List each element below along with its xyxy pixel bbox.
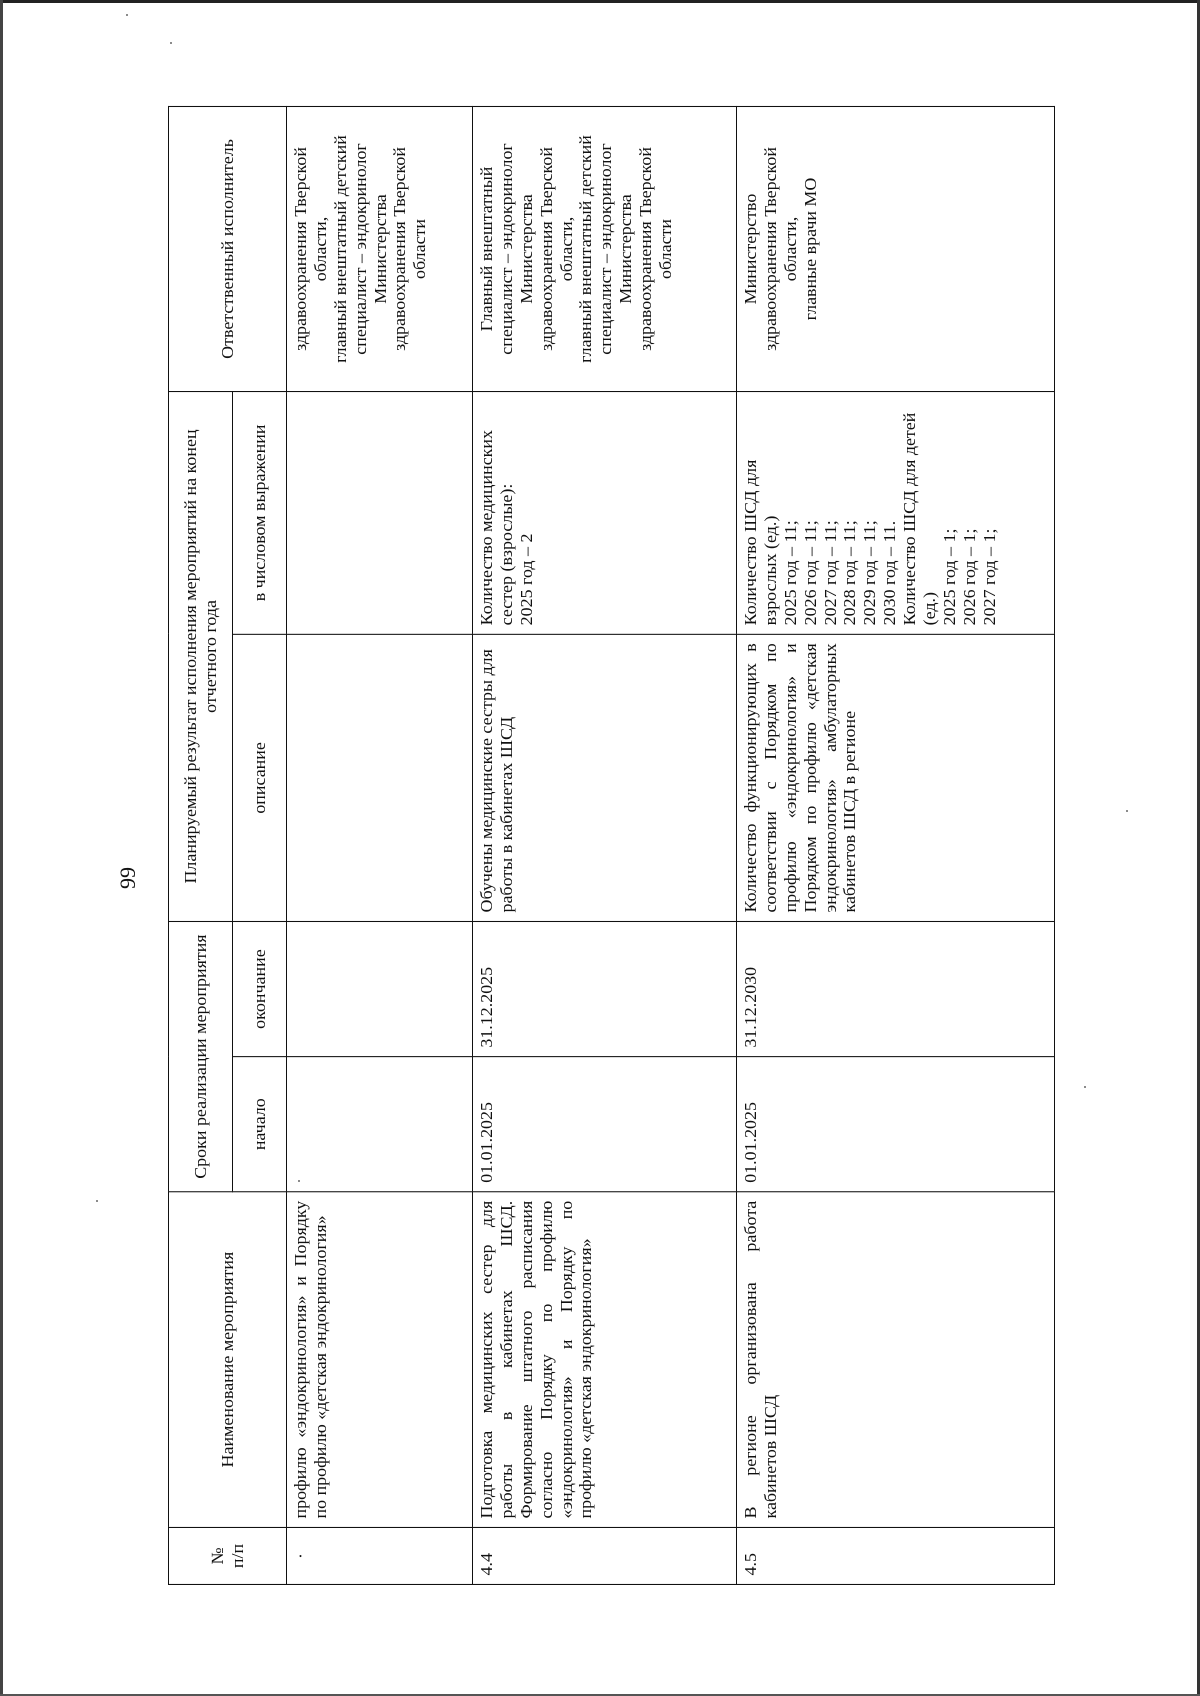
- header-result-desc: описание: [233, 634, 287, 921]
- scan-speck: [96, 1200, 98, 1202]
- scan-speck: [1084, 1086, 1086, 1088]
- row-desc: [287, 634, 473, 921]
- header-name: Наименование мероприятия: [169, 1192, 287, 1528]
- header-dates: Сроки реализации мероприятия: [169, 921, 233, 1191]
- row-responsible: Главный внештатный специалист – эндокринолог Министерства здравоохранения Тверской области, главный внештатный детский специалист – эндокринолог Министерства здравоохранения Тверской области: [473, 106, 737, 391]
- row-responsible: Министерство здравоохранения Тверской области, главные врачи МО: [737, 106, 1055, 391]
- row-start: 01.01.2025: [737, 1057, 1055, 1192]
- header-result-value: в числовом выражении: [233, 391, 287, 634]
- header-result: Планируемый результат исполнения мероприятий на конец отчетного года: [169, 391, 233, 921]
- scan-edge-top: [0, 0, 1200, 3]
- scan-speck: [1126, 810, 1128, 812]
- row-name: Подготовка медицинских сестер для работы в кабинетах ШСД. Формирование штатного расписания согласно Порядку по профилю «эндокринология» и Порядку по профилю «детская эндокринология»: [473, 1192, 737, 1528]
- row-desc: Обучены медицинские сестры для работы в кабинетах ШСД: [473, 634, 737, 921]
- page-number: 99: [115, 867, 140, 889]
- row-value: Количество ШСД для взрослых (ед.) 2025 год – 11; 2026 год – 11; 2027 год – 11; 2028 год – 11; 2029 год – 11; 2030 год – 11. Количество ШСД для детей (ед.) 2025 год – 1; 2026 год – 1; 2027 год – 1;: [737, 391, 1055, 634]
- header-num: № п/п: [169, 1527, 287, 1584]
- row-desc: Количество функционирующих в соответствии с Порядком по профилю «эндокринология» и Порядком по профилю «детская эндокринология» амбулаторных кабинетов ШСД в регионе: [737, 634, 1055, 921]
- header-responsible: Ответственный исполнитель: [169, 106, 287, 391]
- row-value: [287, 391, 473, 634]
- row-num: ·: [287, 1527, 473, 1584]
- row-end: 31.12.2030: [737, 921, 1055, 1056]
- row-num: 4.5: [737, 1527, 1055, 1584]
- row-end: [287, 921, 473, 1056]
- row-responsible: здравоохранения Тверской области, главный внештатный детский специалист – эндокринолог Министерства здравоохранения Тверской области: [287, 106, 473, 391]
- measures-table-container: [168, 107, 1054, 1585]
- scan-edge-left: [0, 0, 3, 1696]
- table-row: [473, 106, 737, 1584]
- header-dates-start: начало: [233, 1057, 287, 1192]
- table-row: [287, 106, 473, 1584]
- scan-speck: [170, 42, 172, 44]
- row-start: [287, 1057, 473, 1192]
- header-dates-end: окончание: [233, 921, 287, 1056]
- row-end: 31.12.2025: [473, 921, 737, 1056]
- scan-speck: [298, 1180, 300, 1182]
- header-row: [169, 106, 233, 1584]
- row-value: Количество медицинских сестер (взрослые): 2025 год – 2: [473, 391, 737, 634]
- scan-speck: [126, 14, 128, 16]
- measures-table: [168, 106, 1055, 1585]
- row-start: 01.01.2025: [473, 1057, 737, 1192]
- row-num: 4.4: [473, 1527, 737, 1584]
- row-name: В регионе организована работа кабинетов ШСД: [737, 1192, 1055, 1528]
- table-row: [737, 106, 1055, 1584]
- row-name: профилю «эндокринология» и Порядку по профилю «детская эндокринология»: [287, 1192, 473, 1528]
